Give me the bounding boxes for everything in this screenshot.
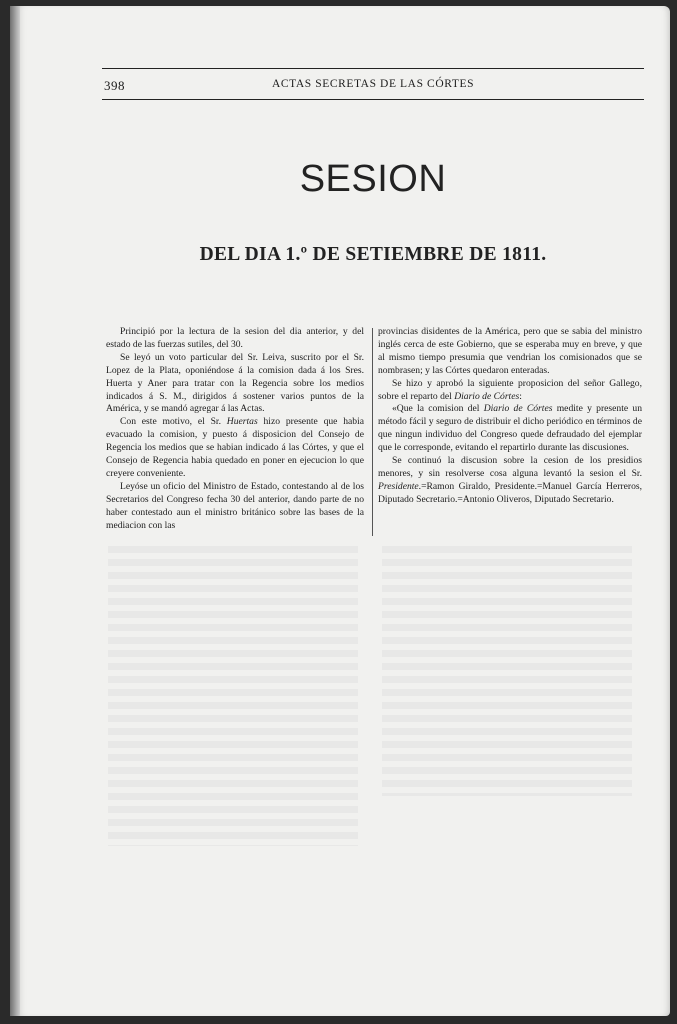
paragraph: provincias disidentes de la América, pero que se sabia del ministro inglés cerca de este Gobierno, que se esperaba muy en breve, y que al mismo tiempo presumia que vendrian los comisionados que se nombrasen; y las Córtes quedaron enteradas. (378, 326, 642, 376)
paragraph: Principió por la lectura de la sesion del dia anterior, y del estado de las fuerzas sutiles, del 30. (106, 326, 364, 350)
italic-title: Diario de Córtes (454, 390, 520, 402)
paragraph: Leyóse un oficio del Ministro de Estado, contestando al de los Secretarios del Congreso fecha 30 del anterior, dando parte de no haber contestado aun el ministro británico sobre las bases de la mediacion con las (106, 480, 364, 531)
column-divider (372, 328, 373, 536)
running-head: ACTAS SECRETAS DE LAS CÓRTES (271, 78, 475, 90)
right-column (378, 326, 642, 507)
paragraph: «Que la comision del Diario de Córtes medite y presente un método fácil y seguro de distribuir el dicho periódico en términos de que ningun individuo del Congreso quede defraudado del ejemplar que le corresponde, evitando el repartirlo durante las discusiones. (378, 403, 642, 454)
session-date: DEL DIA 1.º DE SETIEMBRE DE 1811. (199, 244, 547, 265)
italic-name: Huertas (226, 416, 258, 428)
paragraph: Se continuó la discusion sobre la cesion de los presidios menores, y sin resolverse cosa alguna levantó la sesion el Sr. Presidente.=Ramon Giraldo, Presidente.=Manuel García Herreros, Diputado Secretario.=Antonio Oliveros, Diputado Secretario. (378, 455, 642, 505)
book-spine-shadow (10, 6, 20, 1016)
paragraph: Se hizo y aprobó la siguiente proposicion del señor Gallego, sobre el reparto del Diario de Córtes: (378, 377, 642, 402)
session-title: SESION (299, 158, 447, 200)
italic-title: Presidente (378, 480, 419, 492)
italic-title: Diario de Córtes (483, 403, 553, 415)
page-number: 398 (104, 78, 125, 93)
paragraph: Con este motivo, el Sr. Huertas hizo presente que habia evacuado la comision, y puesto á disposicion del Consejo de Regencia los medios que se habian indicado á las Córtes, y que el Consejo de Regencia habia quedado en poner en ejecucion lo que creyere conveniente. (106, 416, 365, 479)
document-page (10, 6, 670, 1016)
bleed-through-text (108, 546, 358, 846)
page-header (102, 68, 644, 100)
paragraph: Se leyó un voto particular del Sr. Leiva, suscrito por el Sr. Lopez de la Plata, oponiéndose á la comision dada á los Sres. Huerta y Aner para tratar con la Regencia sobre los medios indicados á S. M., dirigidos á sostener varios puntos de la América, y se mandó agregar á las Actas. (106, 351, 364, 415)
left-column (106, 326, 364, 533)
bleed-through-text (382, 546, 632, 796)
